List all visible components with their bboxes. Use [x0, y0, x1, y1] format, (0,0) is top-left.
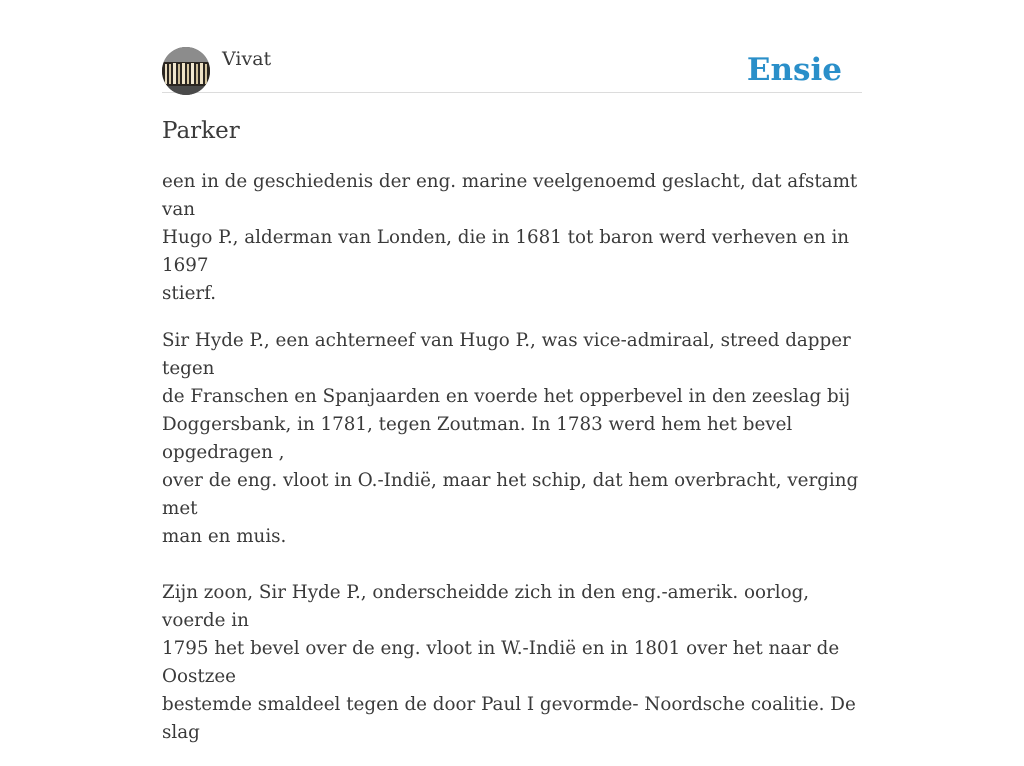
paragraph: Sir Hyde P., een achterneef van Hugo P., was vice-admiraal, streed dapper tegen de Franschen en Spanjaarden en voerde het opperbevel in den zeeslag bij Doggersbank, in 1781, tegen Zoutman. In 1783 werd hem het bevel opgedragen , over de eng. vloot in O.-Indië, maar het schip, dat hem overbracht, verging met man en muis. Zijn zoon, Sir Hyde P., onderscheidde zich in den eng.-amerik. oorlog, voerde in 1795 het bevel over de eng. vloot in W.-Indië en in 1801 over het naar de Oostzee bestemde smaldeel tegen de door Paul I gevormde- Noordsche coalitie. De slag: [162, 330, 859, 743]
article-page: [162, 0, 862, 743]
avatar[interactable]: [162, 47, 210, 95]
author-name[interactable]: Vivat: [222, 48, 272, 70]
book-spines-avatar-icon: [162, 47, 210, 95]
brand-logo[interactable]: Ensie: [746, 52, 842, 88]
article-title: Parker: [162, 118, 240, 144]
paragraph: een in de geschiedenis der eng. marine veelgenoemd geslacht, dat afstamt van Hugo P., alderman van Londen, die in 1681 tot baron werd verheven en in 1697 stierf.: [162, 171, 858, 304]
header: [162, 46, 862, 93]
article-body: [162, 168, 862, 766]
